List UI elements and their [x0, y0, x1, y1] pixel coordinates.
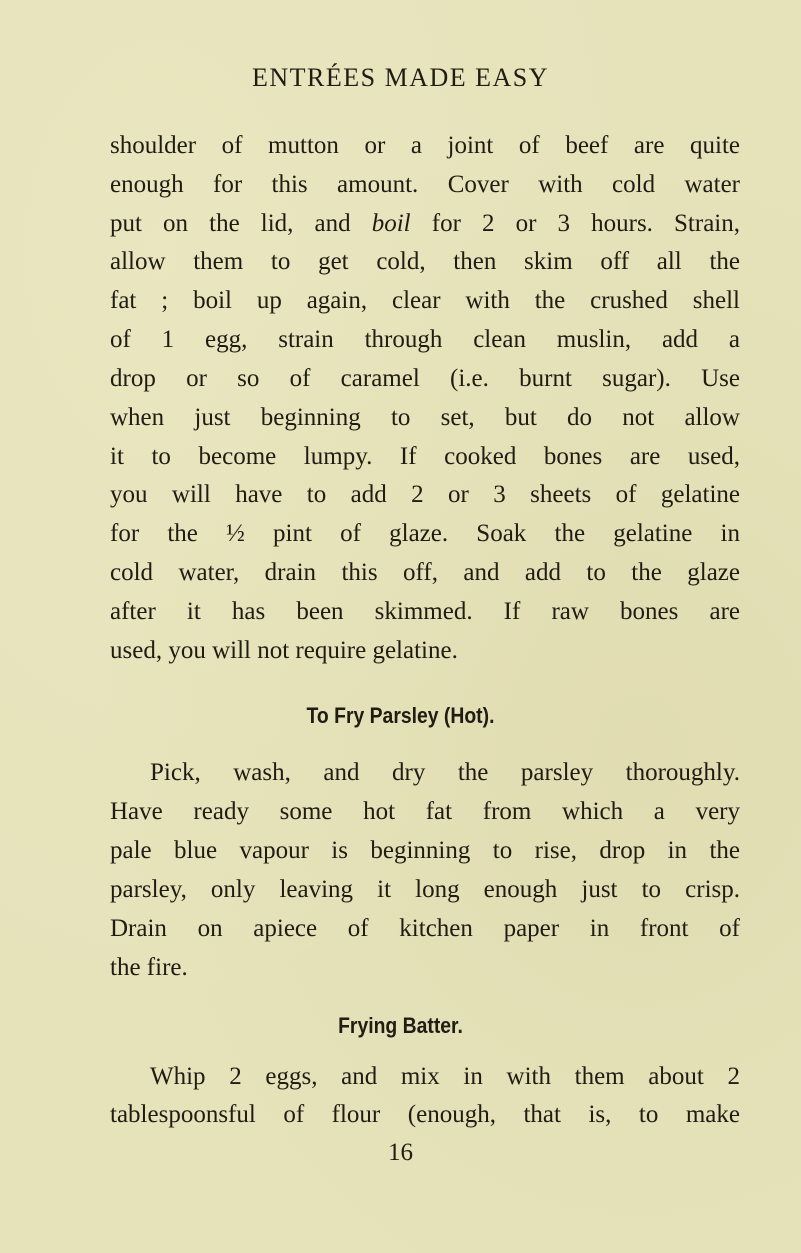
text-line: Have ready some hot fat from which a very: [110, 798, 740, 825]
text-line: parsley, only leaving it long enough just to crisp.: [110, 876, 740, 903]
text-line: you will have to add 2 or 3 sheets of gelatine: [110, 481, 740, 508]
text-line: Pick, wash, and dry the parsley thoroughly.: [150, 759, 740, 786]
text-line: after it has been skimmed. If raw bones are: [110, 598, 740, 625]
italic-word: boil: [371, 210, 411, 237]
text-line: fat ; boil up again, clear with the crushed shell: [110, 287, 740, 314]
text-line: the fire.: [110, 954, 188, 981]
text-line: of 1 egg, strain through clean muslin, add a: [110, 326, 740, 353]
text-line: enough for this amount. Cover with cold water: [110, 171, 740, 198]
text-line: when just beginning to set, but do not allow: [110, 404, 740, 431]
text-line: allow them to get cold, then skim off all the: [110, 248, 740, 275]
text-line: Drain on apiece of kitchen paper in front of: [110, 915, 740, 942]
text-line: it to become lumpy. If cooked bones are used,: [110, 443, 740, 470]
text-line: pale blue vapour is beginning to rise, drop in the: [110, 837, 740, 864]
page-number: 16: [388, 1139, 413, 1166]
text-line: Whip 2 eggs, and mix in with them about 2: [150, 1063, 740, 1090]
text-line: used, you will not require gelatine.: [110, 637, 458, 664]
text-line: tablespoonsful of flour (enough, that is, to make: [110, 1101, 740, 1128]
text-line: shoulder of mutton or a joint of beef are quite: [110, 132, 740, 159]
text-line: drop or so of caramel (i.e. burnt sugar). Use: [110, 365, 740, 392]
section-heading: Frying Batter.: [338, 1013, 463, 1038]
text-line: put on the lid, and boil for 2 or 3 hours. Strain,: [110, 210, 740, 237]
text-line: for the ½ pint of glaze. Soak the gelatine in: [110, 520, 740, 547]
section-heading: To Fry Parsley (Hot).: [306, 703, 495, 728]
text-line: cold water, drain this off, and add to the glaze: [110, 559, 740, 586]
running-head: ENTRÉES MADE EASY: [251, 63, 550, 92]
